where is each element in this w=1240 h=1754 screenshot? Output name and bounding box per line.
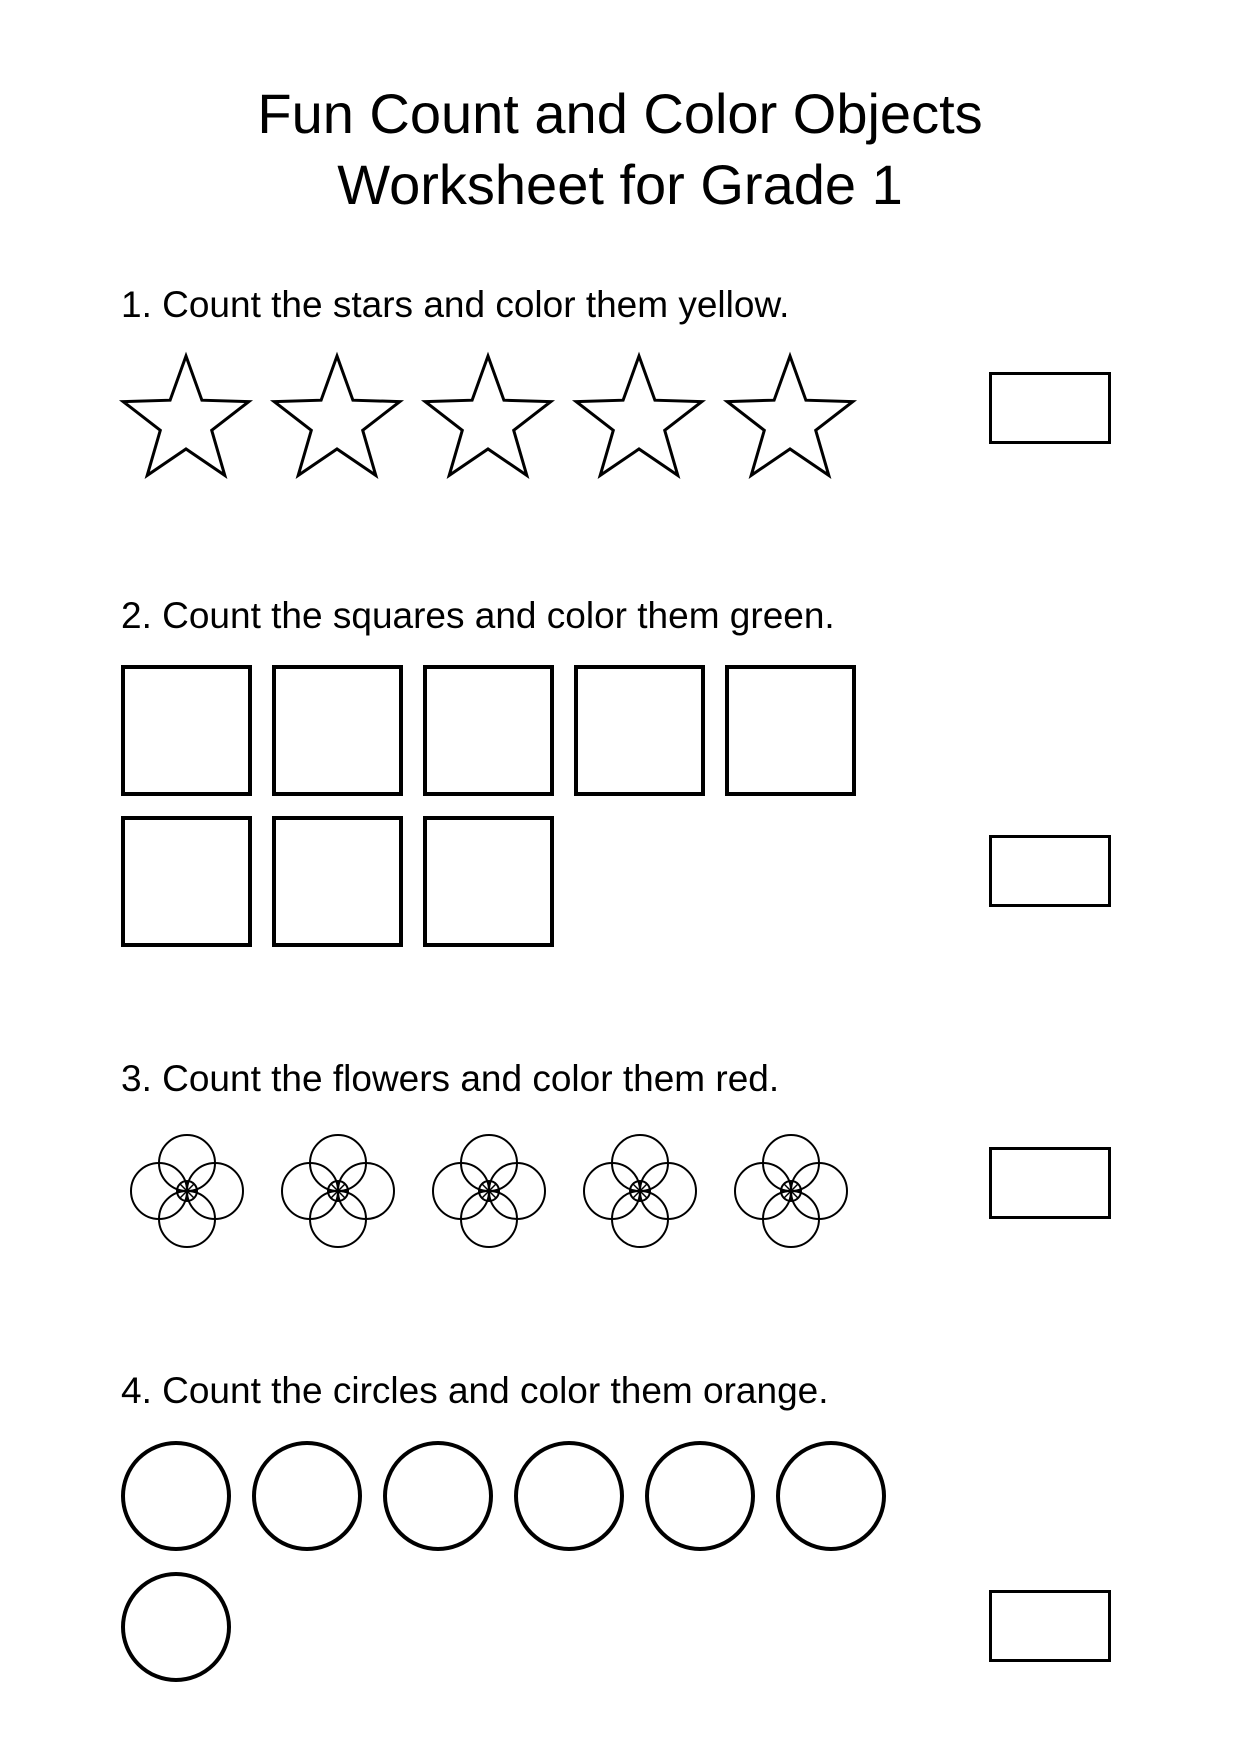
question-4-answer-box[interactable]: [989, 1590, 1111, 1662]
circle-shape[interactable]: [385, 1443, 491, 1549]
worksheet-title-line-2: Worksheet for Grade 1: [337, 153, 903, 216]
circle-shape[interactable]: [647, 1443, 753, 1549]
question-3-prompt: 3. Count the flowers and color them red.: [121, 1058, 780, 1099]
question-2-prompt: 2. Count the squares and color them green.: [121, 595, 835, 636]
circle-shape[interactable]: [254, 1443, 360, 1549]
question-1-prompt: 1. Count the stars and color them yellow.: [121, 284, 790, 325]
circle-shape[interactable]: [123, 1574, 229, 1680]
worksheet-title-line-1: Fun Count and Color Objects: [257, 82, 983, 145]
question-4-prompt: 4. Count the circles and color them orange.: [121, 1370, 829, 1411]
circle-shape[interactable]: [516, 1443, 622, 1549]
circle-shape[interactable]: [778, 1443, 884, 1549]
circle-shape[interactable]: [123, 1443, 229, 1549]
